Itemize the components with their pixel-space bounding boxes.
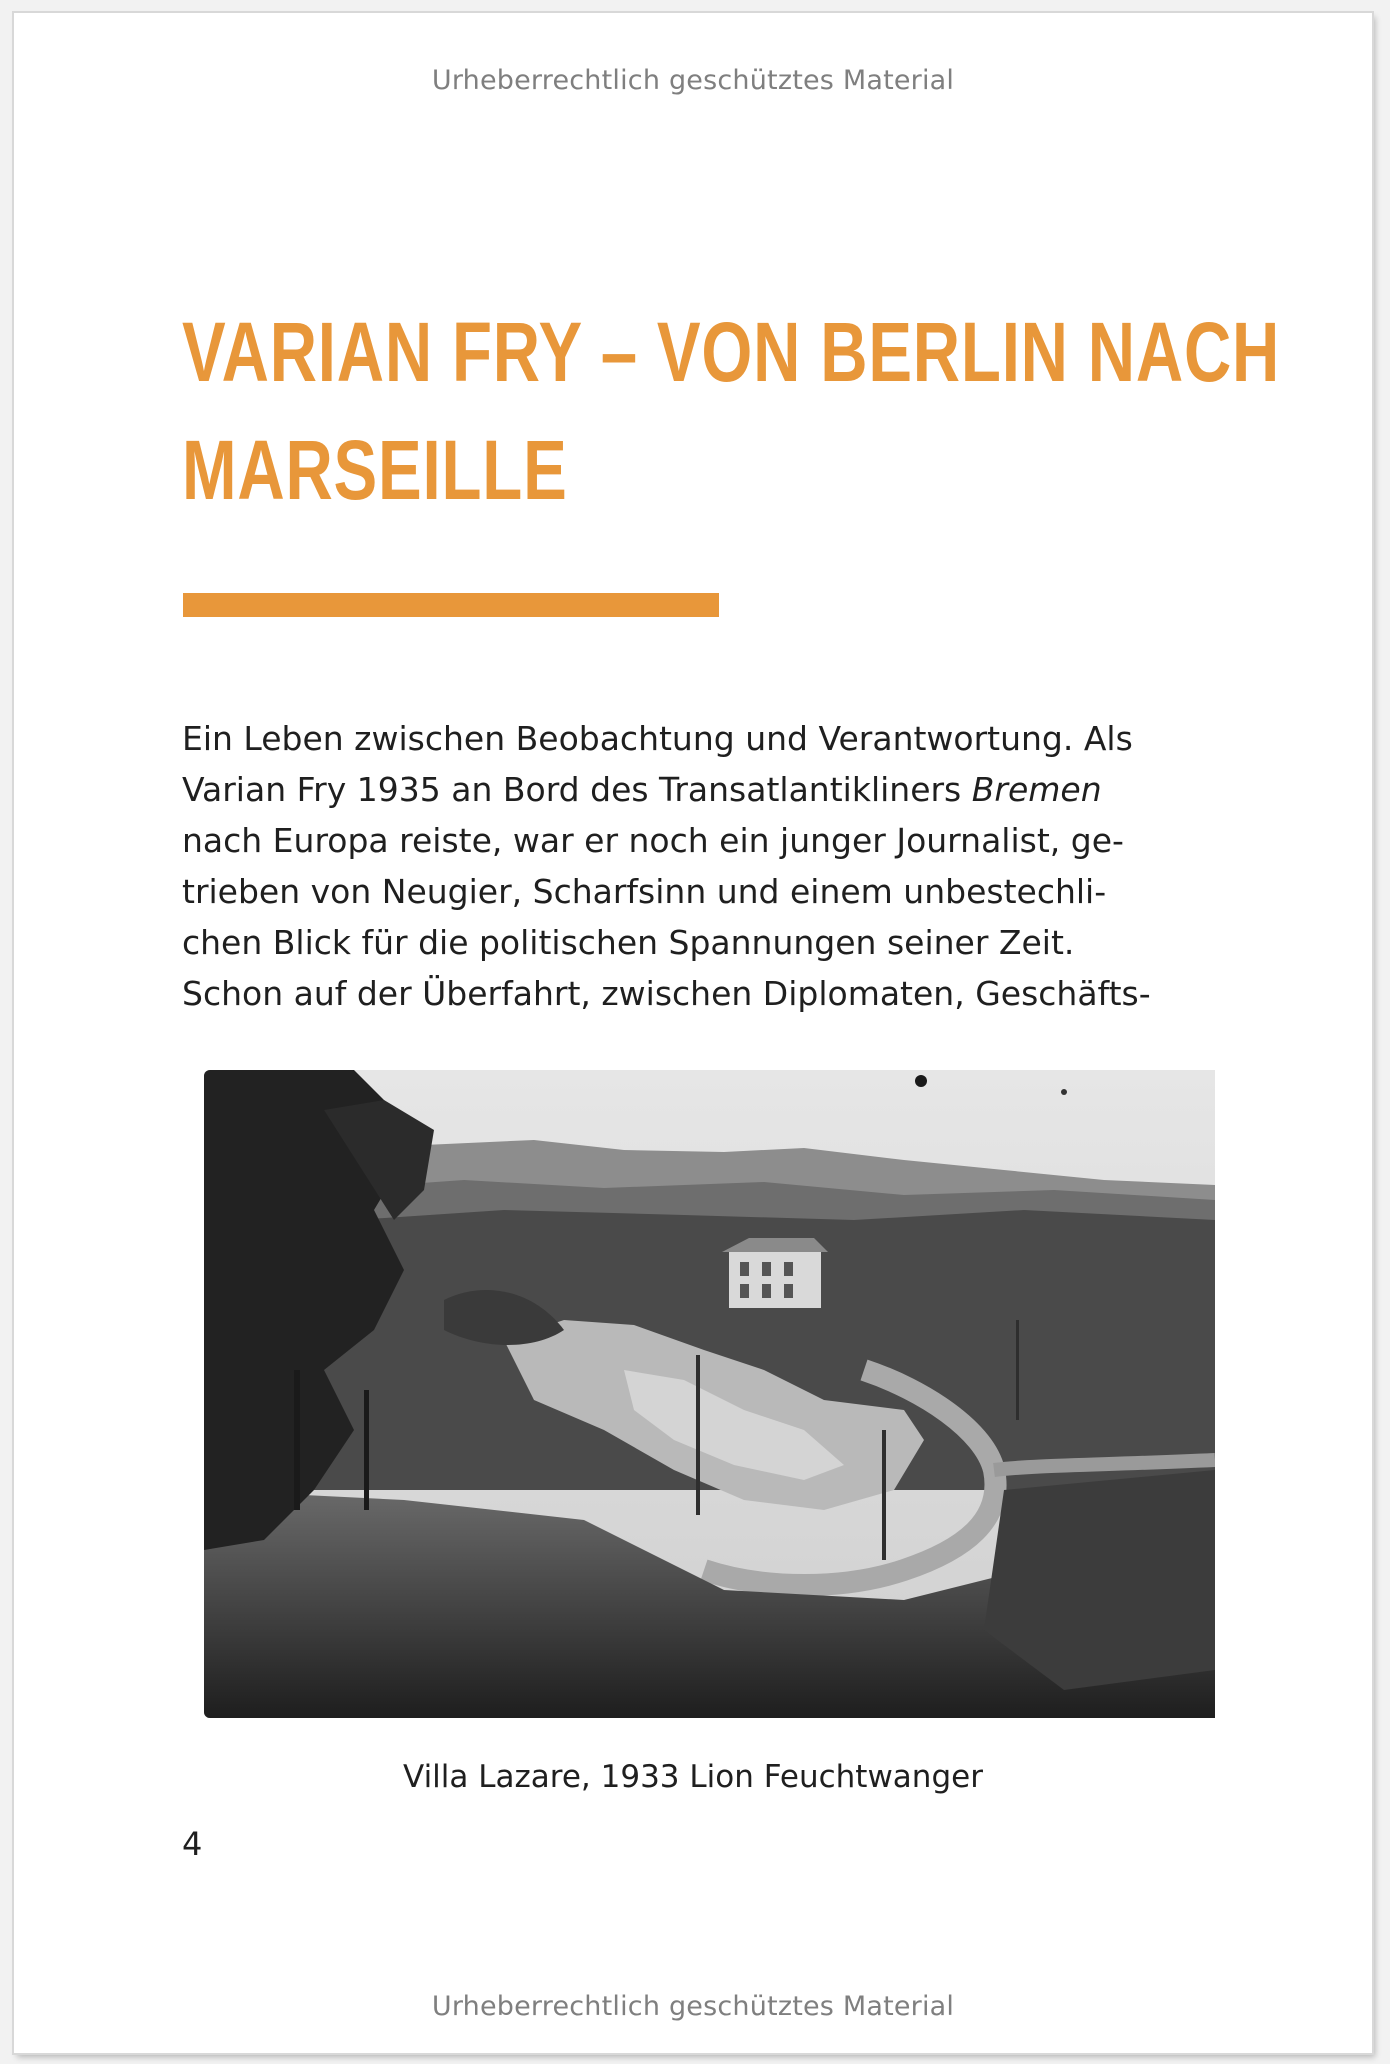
- body-line-4: trieben von Neugier, Scharfsinn und einem unbestechli-: [182, 872, 1107, 911]
- copyright-watermark-top: Urheberrechtlich geschütztes Material: [431, 65, 955, 96]
- villa-lazare-photo: [204, 1070, 1215, 1718]
- chapter-title: [182, 293, 1281, 529]
- body-line-5: chen Blick für die politischen Spannungen seiner Zeit.: [182, 923, 1075, 962]
- ship-name: Bremen: [971, 770, 1102, 809]
- body-line-6: Schon auf der Überfahrt, zwischen Diplomaten, Geschäfts-: [182, 974, 1151, 1013]
- landscape-photo-illustration: [204, 1070, 1215, 1718]
- chapter-title-line-1: VARIAN FRY – VON BERLIN NACH: [182, 305, 1281, 399]
- body-line-2: [182, 764, 1222, 815]
- photo-caption: Villa Lazare, 1933 Lion Feuchtwanger: [403, 1759, 983, 1795]
- body-line-1: Ein Leben zwischen Beobachtung und Verantwortung. Als: [182, 719, 1133, 758]
- title-underline-rule: [183, 593, 719, 617]
- page-number: 4: [182, 1825, 203, 1863]
- book-page: [14, 13, 1372, 2053]
- body-line-2-text: Varian Fry 1935 an Bord des Transatlantikliners: [182, 770, 972, 809]
- chapter-title-line-2: MARSEILLE: [182, 423, 568, 517]
- body-line-3: nach Europa reiste, war er noch ein junger Journalist, ge-: [182, 821, 1124, 860]
- copyright-watermark-bottom: Urheberrechtlich geschütztes Material: [431, 1991, 955, 2022]
- body-paragraph: [182, 713, 1222, 1019]
